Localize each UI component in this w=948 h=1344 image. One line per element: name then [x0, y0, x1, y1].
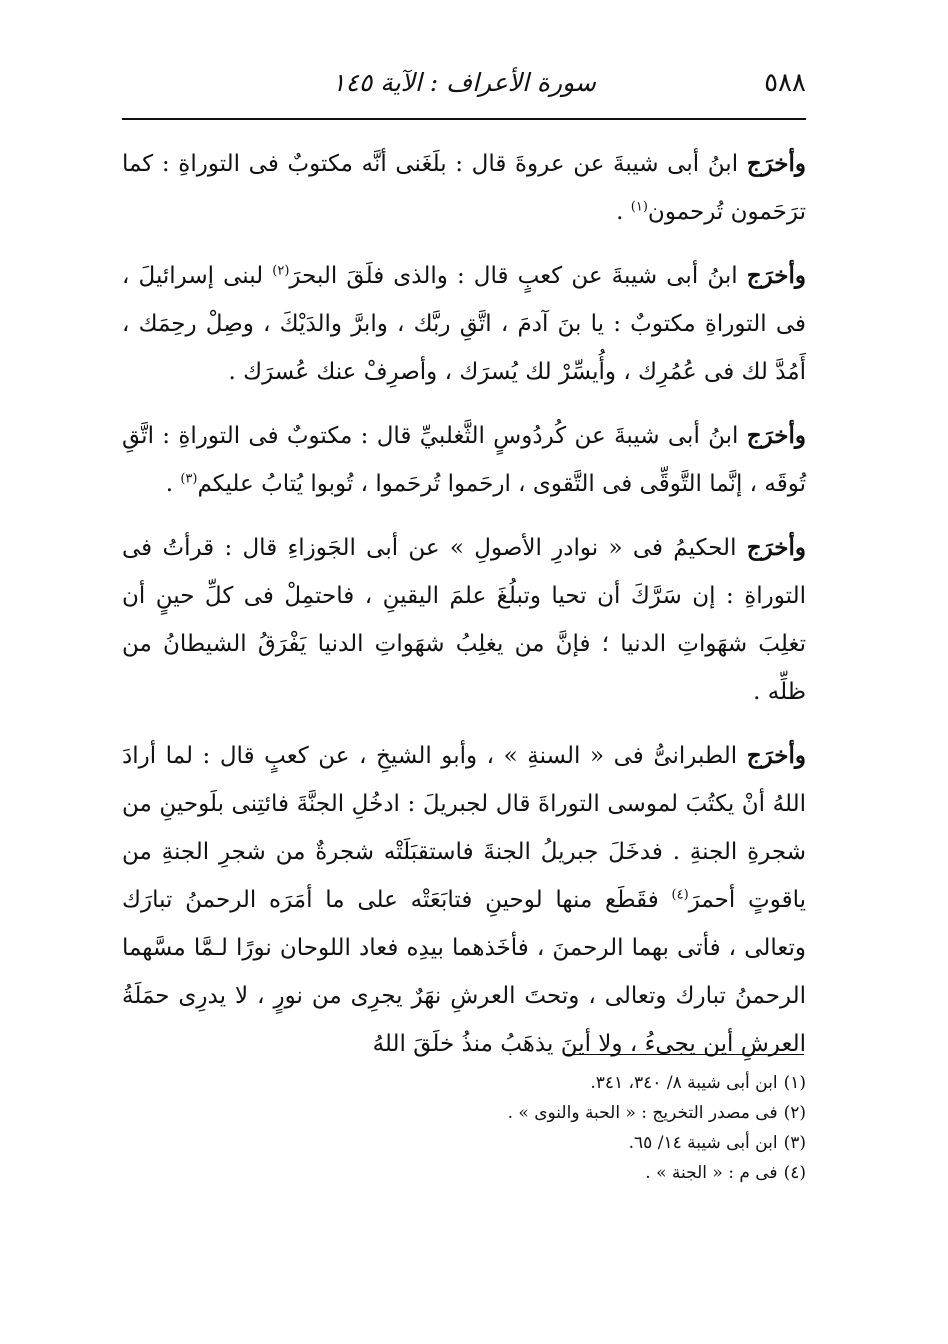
paragraph-lead: وأخرَج [746, 742, 806, 769]
footnotes [122, 1068, 806, 1188]
paragraph-text: ابنُ أبى شيبةَ عن كُردُوسٍ الثَّغلبيِّ قال : مكتوبٌ فى التوراةِ : اتَّقِ تُوقَه ، إنَّما التَّوقِّى فى التَّقوى ، ارحَموا تُرحَموا ، تُوبوا يُتابُ عليكم [122, 423, 806, 497]
page-header [122, 58, 806, 108]
footnote-4 [122, 1158, 806, 1188]
paragraph-lead: وأخرَج [746, 150, 806, 177]
footnote-number: (٢) [783, 1103, 806, 1123]
footnote-number: (١) [783, 1073, 806, 1093]
paragraph-tail: فقَطَع منها لوحينِ فتابَعَتْه على ما أمَرَه الرحمنُ تبارَك وتعالى ، فأتى بهما الرحمنَ ، فأخَذهما بيدِه فعاد اللوحان نورًا لـمَّا مسَّهما الرحمنُ تبارك وتعالى ، وتحتَ العرشِ نهَرٌ يجرِى من نورٍ ، لا يدرِى حمَلَةُ العرشِ أين يجىءُ ، ولا أينَ يذهَبُ منذُ خلَقَ اللهُ [122, 887, 806, 1057]
paragraph-lead: وأخرَج [746, 534, 806, 561]
paragraph-text: الحكيمُ فى « نوادرِ الأصولِ » عن أبى الجَوزاءِ قال : قرأتُ فى التوراةِ : إن سَرَّكَ أن تحيا وتبلُغَ علمَ اليقينِ ، فاحتمِلْ فى كلِّ حينٍ أن تغلِبَ شهَواتِ الدنيا ؛ فإنَّ من يغلِبُ شهَواتِ الدنيا يَفْرَقُ الشيطانُ من ظلِّه . [122, 535, 806, 705]
footnote-text: فى مصدر التخريج : « الحبة والنوى » . [507, 1103, 778, 1123]
paragraph-lead: وأخرَج [746, 262, 806, 289]
footnote-1 [122, 1068, 806, 1098]
footnote-reference[interactable]: (١) [630, 199, 648, 215]
header-rule [122, 118, 806, 120]
paragraph-tail: . [165, 471, 181, 497]
paragraph-5 [122, 732, 806, 1068]
paragraph-tail: لبنى إسرائيلَ ، فى التوراةِ مكتوبٌ : يا بنَ آدمَ ، اتَّقِ ربَّك ، وابرَّ والدَيْكَ ، وصِلْ رحِمَك ، أَمُدَّ لك فى عُمُرِك ، وأُيسِّرْ لك يُسرَك ، وأصرِفْ عنك عُسرَك . [122, 263, 806, 385]
page-number: ٥٨٨ [764, 68, 806, 98]
footnote-text: ابن أبى شيبة ٨/ ٣٤٠، ٣٤١. [590, 1073, 778, 1093]
footnote-3 [122, 1128, 806, 1158]
paragraph-lead: وأخرَج [746, 422, 806, 449]
paragraph-text: الطبرانىُّ فى « السنةِ » ، وأبو الشيخِ ، عن كعبٍ قال : لما أرادَ اللهُ أنْ يكتُبَ لموسى التوراةَ قال لجبريلَ : ادخُلِ الجنَّةَ فائتِنى بلَوحينِ من شجرةِ الجنةِ . فدخَلَ جبريلُ الجنةَ فاستقبَلَتْه شجرةٌ من شجرِ الجنةِ من ياقوتٍ أحمرَ [122, 743, 806, 913]
footnote-reference[interactable]: (٤) [671, 887, 689, 903]
footnote-text: ابن أبى شيبة ١٤/ ٦٥. [628, 1133, 778, 1153]
paragraph-2 [122, 252, 806, 396]
paragraph-3 [122, 412, 806, 508]
footnote-rule [566, 1054, 804, 1055]
paragraph-tail: . [616, 199, 631, 225]
footnote-reference[interactable]: (٣) [180, 471, 198, 487]
paragraph-1 [122, 140, 806, 236]
body-text [122, 140, 806, 1084]
paragraph-text: ابنُ أبى شيبةَ عن كعبٍ قال : والذى فلَقَ البحرَ [289, 263, 747, 289]
running-title: سورة الأعراف : الآية ١٤٥ [332, 68, 596, 97]
footnote-number: (٣) [783, 1133, 806, 1153]
paragraph-text: ابنُ أبى شيبةَ عن عروةَ قال : بلَغَنى أنَّه مكتوبٌ فى التوراةِ : كما ترَحَمون تُرحمون [122, 151, 806, 225]
footnote-2 [122, 1098, 806, 1128]
footnote-number: (٤) [783, 1163, 806, 1183]
footnote-reference[interactable]: (٢) [272, 263, 290, 279]
footnote-text: فى م : « الجنة » . [645, 1163, 778, 1183]
paragraph-4 [122, 524, 806, 716]
